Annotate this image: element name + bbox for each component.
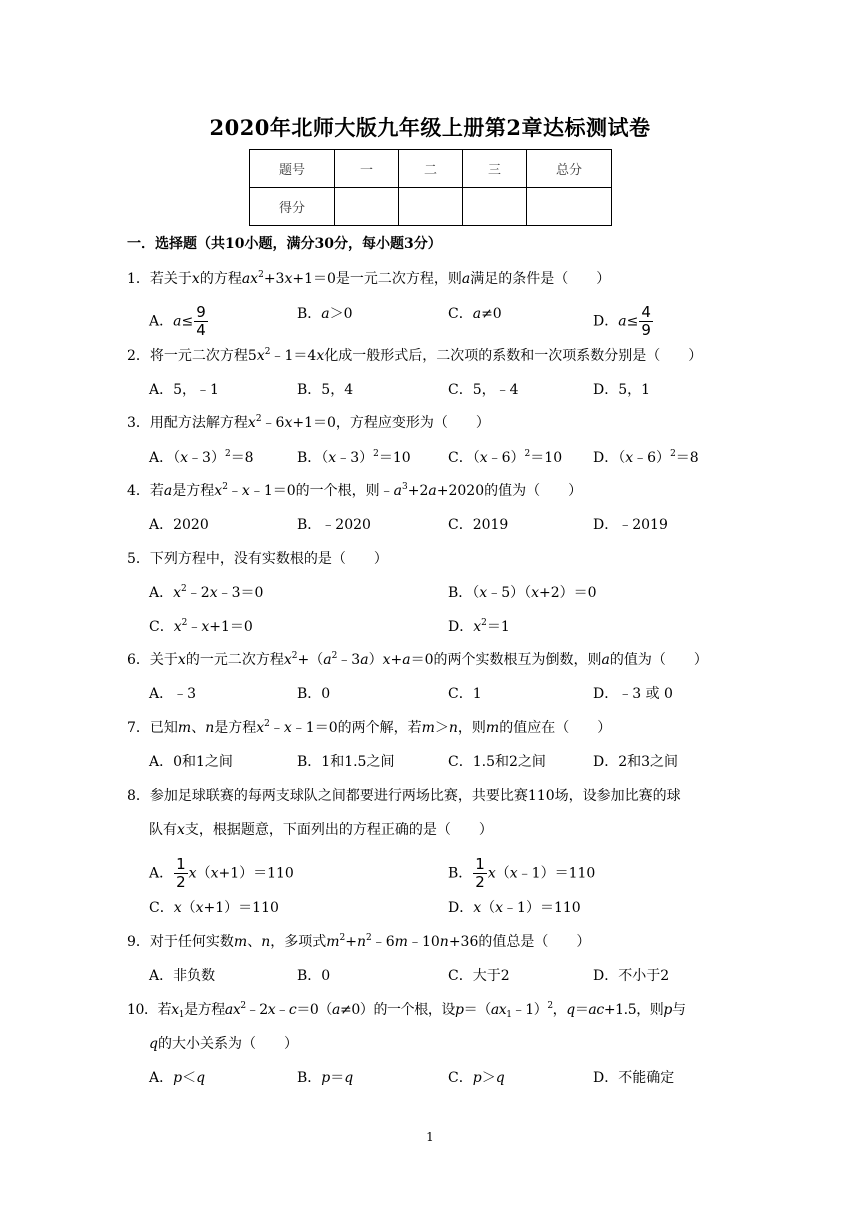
question-1: 1．若关于x的方程$ax^2+3x+1=0$是一元二次方程，则a满足的条件是（ ）: [127, 270, 611, 287]
option-c: C．$x^2﹣x+1=0$: [149, 618, 253, 635]
option-a: A．﹣3: [149, 686, 197, 702]
option-c: C．p＞q: [448, 1070, 505, 1086]
question-10-line-2: q的大小关系为（ ）: [149, 1036, 298, 1052]
option-d: D．a≤ $\frac{4}{9}$: [593, 303, 651, 339]
score-input-cell[interactable]: [335, 188, 399, 226]
table-cell: 二: [399, 150, 463, 188]
table-cell: 一: [335, 150, 399, 188]
option-a: A．2020: [149, 517, 209, 533]
option-a: A．p＜q: [149, 1070, 206, 1086]
question-6: 6．关于x的一元二次方程$x^2+(a^2﹣3a)x+a=0$的两个实数根互为倒数，则a的值为（ ）: [127, 651, 708, 668]
option-c: C．（x﹣6）$^2$＝10: [448, 449, 563, 466]
option-d: D．2和3之间: [593, 754, 679, 770]
option-b: B．﹣2020: [297, 517, 371, 533]
option-a: A．$x^2﹣2x﹣3=0$: [149, 584, 264, 601]
option-b: B．（x﹣5）（x+2）＝0: [448, 585, 597, 601]
question-2: 2．将一元二次方程$5x^2﹣1=4x$化成一般形式后，二次项的系数和一次项系数分别是（ ）: [127, 347, 703, 364]
table-cell: 题号: [250, 150, 335, 188]
option-b: B．a＞0: [297, 306, 353, 322]
question-7: 7．已知m、n是方程$x^2﹣x﹣1=0$的两个解，若m＞n，则m的值应在（ ）: [127, 719, 612, 736]
question-8: 8．参加足球联赛的每两支球队之间都要进行两场比赛，共要比赛110场，设参加比赛的球: [127, 788, 681, 804]
option-d: D．x（x﹣1）＝110: [448, 900, 581, 916]
table-cell: 得分: [250, 188, 335, 226]
question-8-line-2: 队有x支，根据题意，下面列出的方程正确的是（ ）: [149, 822, 493, 838]
option-c: C．x（x+1）＝110: [149, 900, 279, 916]
option-d: D．不能确定: [593, 1070, 675, 1086]
section-heading: 一．选择题（共10小题，满分30分，每小题3分）: [127, 236, 442, 252]
score-table: [249, 149, 612, 226]
question-10: 10．若$x_1$是方程$ax^2﹣2x﹣c=0(a\ne 0)$的一个根，设$p=(ax_1﹣1)^2$，q＝ac+1.5，则p与: [127, 1001, 686, 1020]
option-c: C．大于2: [448, 968, 510, 984]
question-9: 9．对于任何实数m、n，多项式$m^2+n^2﹣6m﹣10n+36$的值总是（ ）: [127, 933, 591, 950]
option-a: A．0和1之间: [149, 754, 233, 770]
option-a: A．5，﹣1: [149, 382, 219, 398]
question-4: 4．若a是方程$x^2﹣x﹣1=0$的一个根，则$﹣a^3+2a+2020$的值为（ ）: [127, 482, 583, 499]
option-a: A．a≤ $\frac{9}{4}$: [149, 303, 206, 339]
option-d: D．﹣2019: [593, 517, 668, 533]
option-c: C．1: [448, 686, 482, 702]
option-d: D．$x^2=1$: [448, 618, 510, 635]
option-b: B．5，4: [297, 382, 354, 398]
option-a: A． $\frac{1}{2}$ x（x+1）＝110: [149, 855, 294, 891]
option-b: B．p＝q: [297, 1070, 354, 1086]
option-d: D．不小于2: [593, 968, 670, 984]
question-3: 3．用配方法解方程$x^2﹣6x+1=0$，方程应变形为（ ）: [127, 414, 490, 431]
option-c: C．5，﹣4: [448, 382, 519, 398]
score-input-cell[interactable]: [527, 188, 612, 226]
option-a: A．（x﹣3）$^2$＝8: [149, 449, 254, 466]
table-row: [250, 188, 612, 226]
page-number: 1: [426, 1130, 434, 1144]
option-c: C．a≠0: [448, 306, 502, 322]
table-cell: 三: [463, 150, 527, 188]
table-row: [250, 150, 612, 188]
option-d: D．5，1: [593, 382, 651, 398]
option-d: D．﹣3 或 0: [593, 686, 673, 702]
option-a: A．非负数: [149, 968, 216, 984]
option-c: C．1.5和2之间: [448, 754, 546, 770]
question-5: 5．下列方程中，没有实数根的是（ ）: [127, 551, 388, 567]
option-b: B．0: [297, 968, 331, 984]
table-cell: 总分: [527, 150, 612, 188]
option-b: B． $\frac{1}{2}$ x（x﹣1）＝110: [448, 855, 596, 891]
option-d: D．（x﹣6）$^2$＝8: [593, 449, 699, 466]
score-input-cell[interactable]: [463, 188, 527, 226]
score-input-cell[interactable]: [399, 188, 463, 226]
option-b: B．1和1.5之间: [297, 754, 395, 770]
option-b: B．（x﹣3）$^2$＝10: [297, 449, 411, 466]
page-title: 2020年北师大版九年级上册第2章达标测试卷: [209, 115, 651, 140]
option-c: C．2019: [448, 517, 509, 533]
option-b: B．0: [297, 686, 331, 702]
